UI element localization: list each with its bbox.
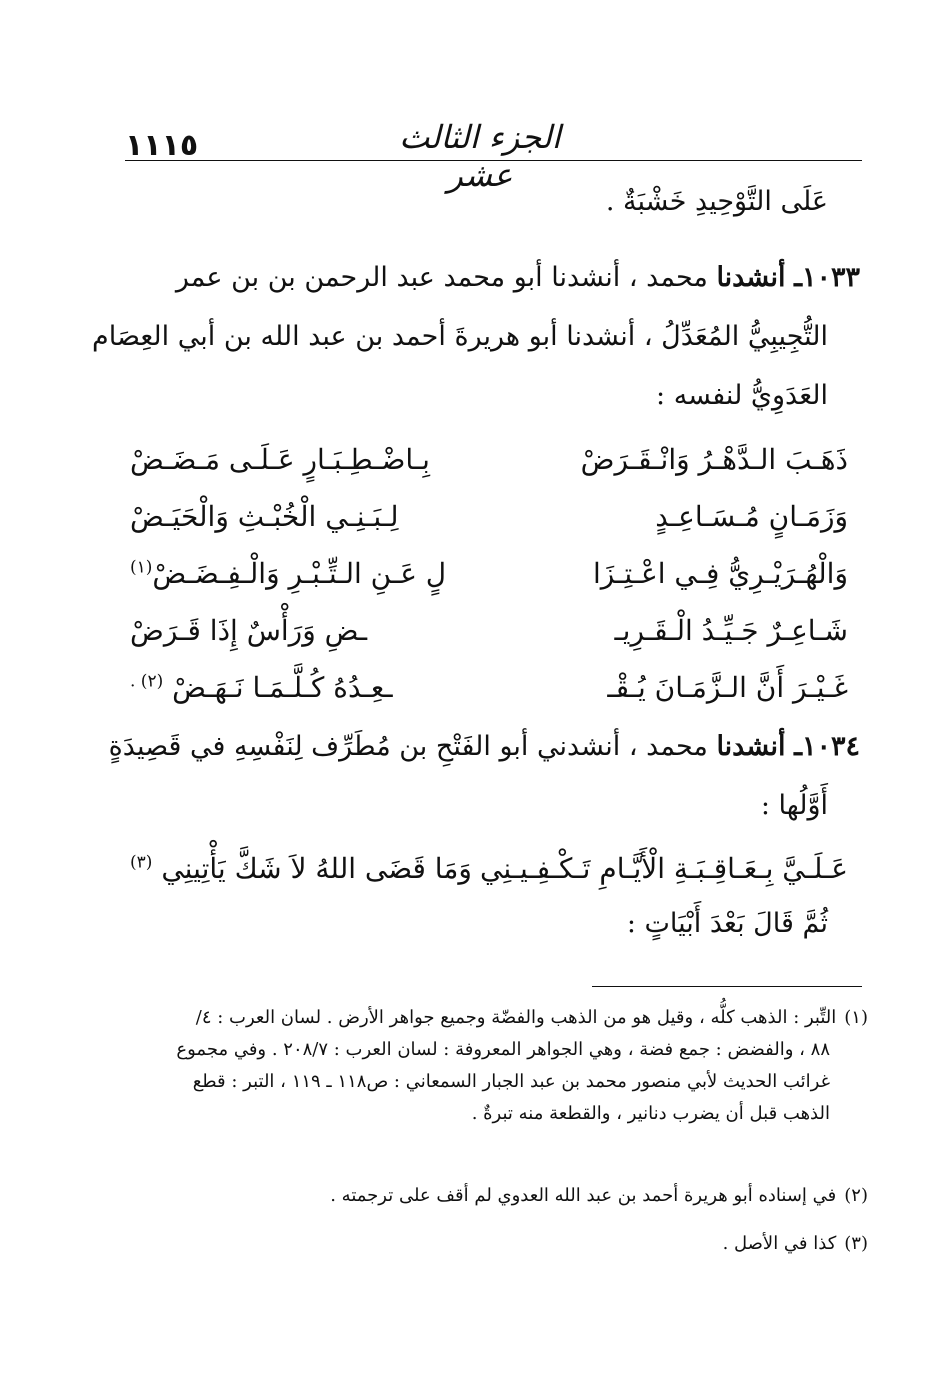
- footnote-number: (٢): [844, 1185, 868, 1206]
- page-number: ١١١٥: [125, 128, 199, 163]
- verse-second-hemistich: وَمَا قَضَى اللهُ لاَ شَكَّ يَأْتِينِي $^{(٣)}$: [130, 852, 472, 885]
- verse-first-hemistich: وَالْهُـرَيْـرِيُّ فِـي اعْـتِـزَا: [592, 557, 848, 590]
- footnote-line: غرائب الحديث لأبي منصور محمد بن عبد الجبار السمعاني : ص١١٨ ـ ١١٩ ، التبر : قطع: [192, 1071, 830, 1092]
- verse-first-hemistich: ذَهَـبَ الـدَّهْـرُ وَانْـقَـرَضْ: [580, 443, 848, 476]
- footnote-marker: (١): [130, 557, 153, 578]
- footnote-3: [126, 1228, 868, 1260]
- footnote-1: [126, 1002, 868, 1130]
- header-rule: [125, 160, 862, 161]
- text-line: عَلَى التَّوْحِيدِ خَشْبَةٌ .: [605, 186, 828, 217]
- footnote-line: الذهب قبل أن يضرب دنانير ، والقطعة منه تبرةٌ .: [471, 1103, 830, 1124]
- entry-keyword: أنشدنا: [716, 262, 786, 293]
- verse-second-hemistich: ـضِ وَرَأْسٌ إِذَا قَـرَضْ: [130, 614, 368, 647]
- entry-1033-line-1: [176, 262, 860, 293]
- footnote-rule: [592, 986, 862, 987]
- footnote-marker: (٢) .: [130, 671, 164, 692]
- footnote-line: (٣)كذا في الأصل .: [722, 1233, 868, 1254]
- footnote-number: (٣): [844, 1233, 868, 1254]
- entry-1033-line-3: العَدَوِيُّ لنفسه :: [656, 380, 828, 411]
- footnote-number: (١): [844, 1007, 868, 1028]
- entry-1033-line-2: التُّجِيبِيُّ المُعَدِّلُ ، أنشدنا أبو هريرةَ أحمد بن عبد الله بن أبي العِصَام: [92, 321, 828, 352]
- entry-text: محمد ، أنشدني أبو الفَتْحِ بن مُطَرِّف لِنَفْسِهِ في قَصِيدَةٍ: [108, 731, 708, 762]
- entry-number: ١٠٣٤ـ: [794, 731, 860, 762]
- footnote-line: (٢)في إسناده أبو هريرة أحمد بن عبد الله العدوي لم أقف على ترجمته .: [330, 1185, 868, 1206]
- footnote-2: [126, 1180, 868, 1212]
- verse-second-hemistich: لِـبَـنِـي الْخُبْـثِ وَالْحَيَـضْ: [130, 500, 399, 533]
- verse-first-hemistich: غَـيْـرَ أَنَّ الـزَّمَـانَ يُـقْـ: [607, 671, 848, 704]
- page-header: [125, 112, 865, 194]
- entry-1034-line-1: [109, 731, 860, 762]
- verse-first-hemistich: عَـلَـيَّ بِـعَـاقِـبَـةِ الْأَيَّـامِ تَـكْـفِـيـنِي: [480, 852, 848, 885]
- entry-text: محمد ، أنشدنا أبو محمد عبد الرحمن بن بن عمر: [175, 262, 708, 293]
- entry-number: ١٠٣٣ـ: [794, 262, 860, 293]
- verse-second-hemistich: بِـاضْـطِـبَـارٍ عَـلَـى مَـضَـضْ: [130, 443, 430, 476]
- footnote-line: (١)التِّبر : الذهب كلُّه ، وقيل هو من الذهب والفضّة وجميع جواهر الأرض . لسان العرب : ٤/: [195, 1007, 868, 1028]
- text-line: ثُمَّ قَالَ بَعْدَ أَبْيَاتٍ :: [626, 908, 828, 939]
- entry-1034-line-2: أَوَّلُها :: [760, 790, 828, 821]
- verse-first-hemistich: وَزَمَـانٍ مُـسَـاعِـدٍ: [655, 500, 848, 533]
- running-title: الجزء الثالث عشر: [399, 118, 561, 194]
- verse-second-hemistich: ـعِـدُهُ كُـلَّـمَـا نَـهَـضْ $^{(٢) .}$: [130, 671, 393, 704]
- footnote-marker: (٣): [130, 852, 153, 873]
- verse-second-hemistich: لٍ عَـنِ الـتِّـبْـرِ وَالْـفِـضَـضْ$^{(١)}$: [130, 557, 447, 590]
- footnote-line: ٨٨ ، والفضض : جمع فضة ، وهي الجواهر المعروفة : لسان العرب : ٢٠٨/٧ . وفي مجموع: [176, 1039, 830, 1060]
- verse-first-hemistich: شَـاعِـرٌ جَـيِّـدُ الْـقَـرِيـ: [614, 614, 848, 647]
- entry-keyword: أنشدنا: [716, 731, 786, 762]
